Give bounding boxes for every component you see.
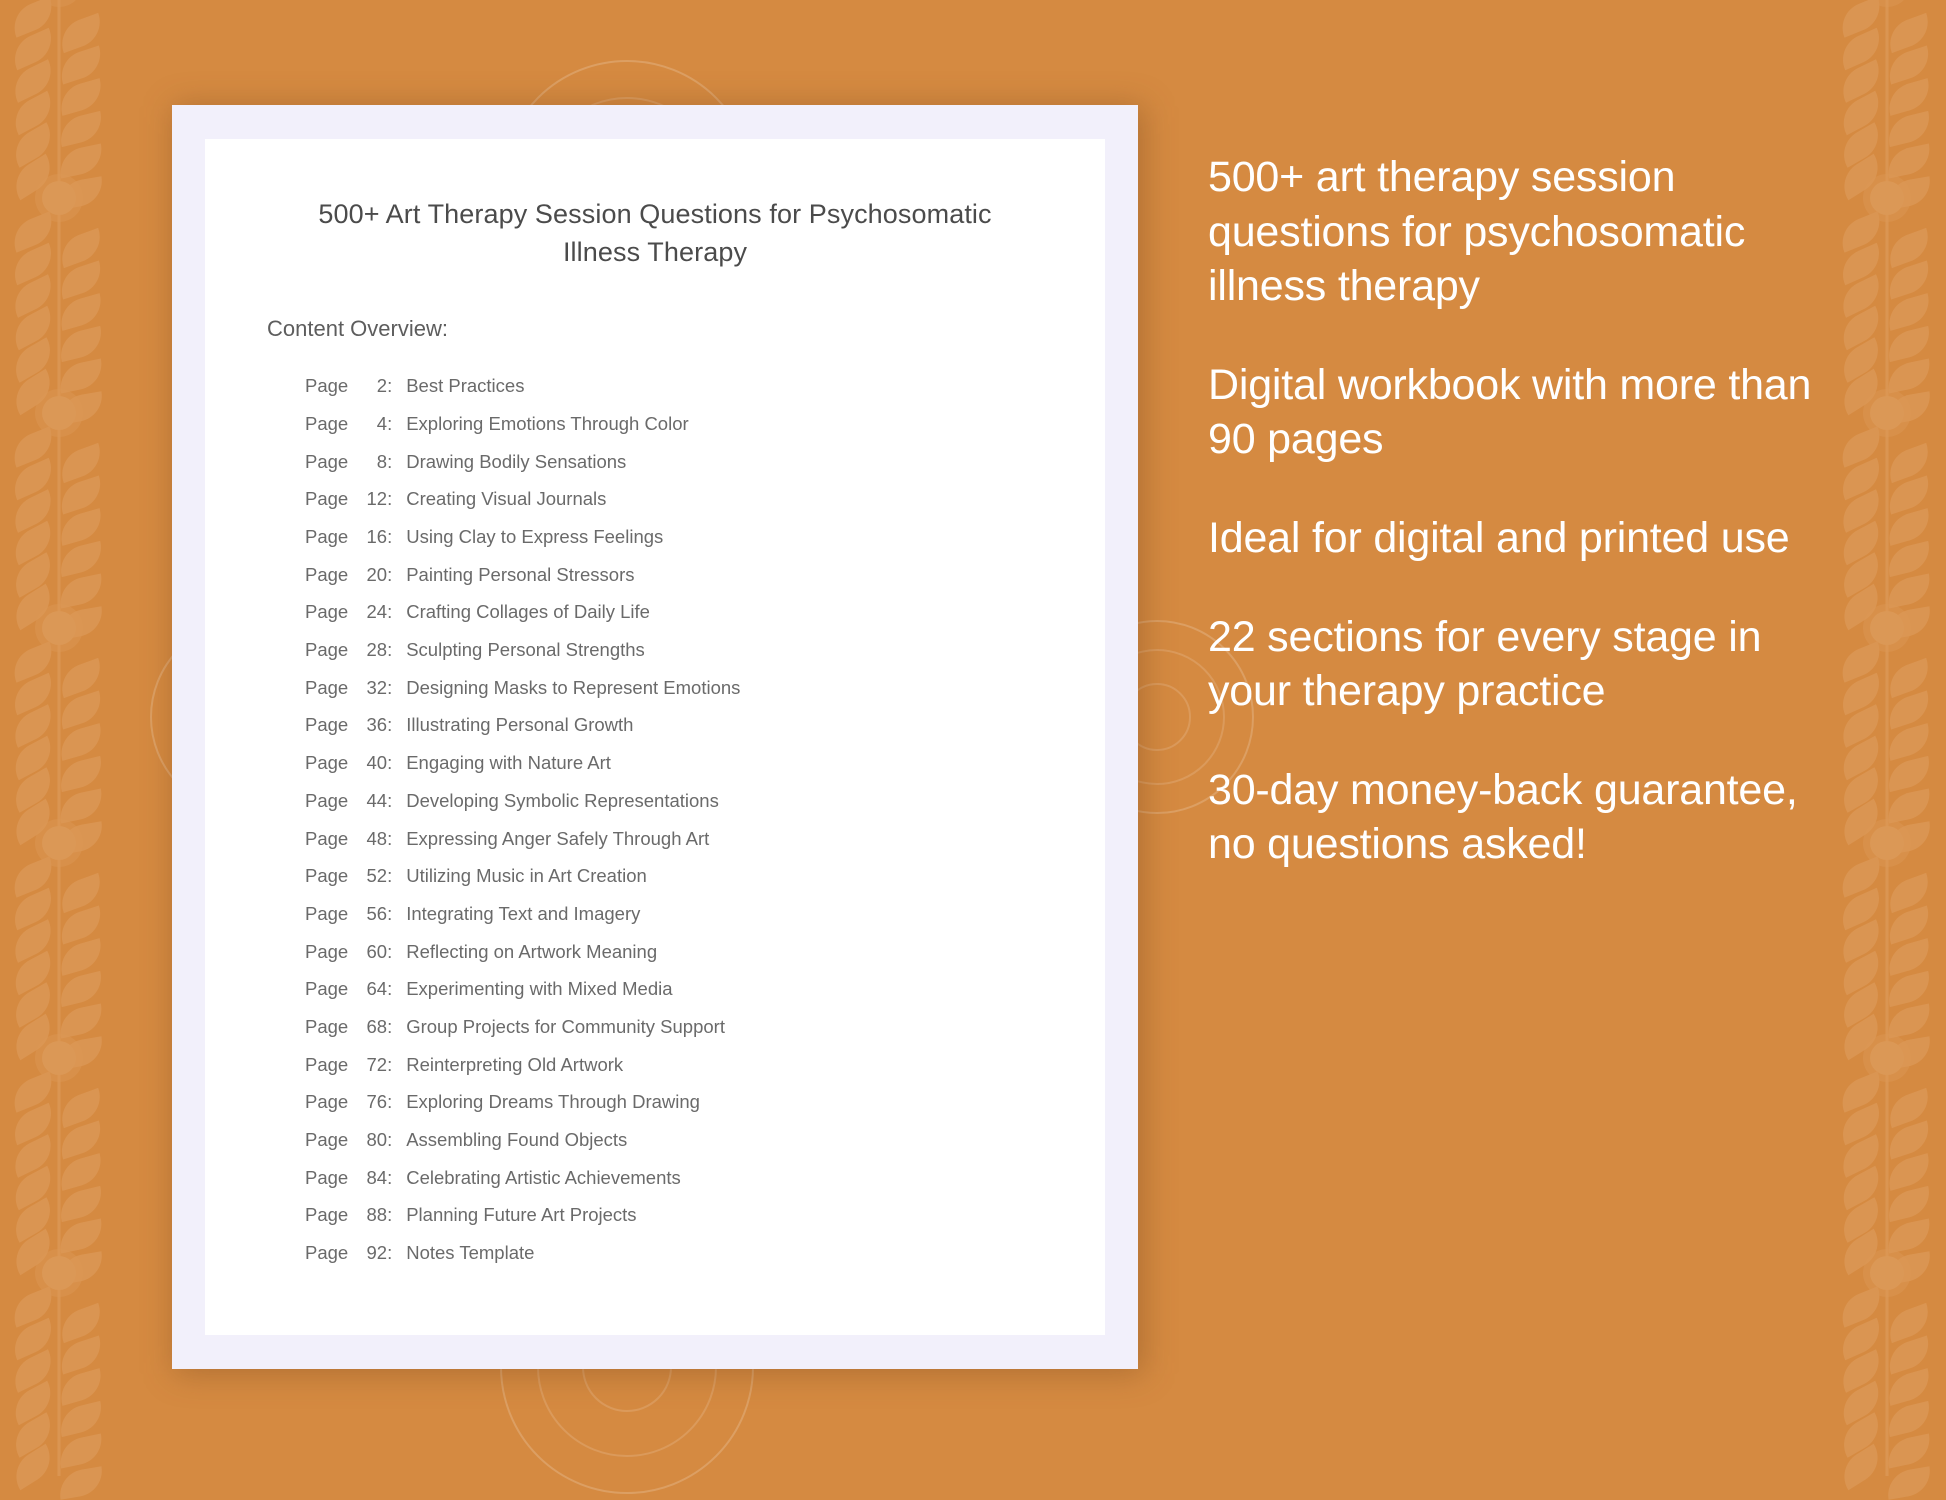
- toc-section-label: Expressing Anger Safely Through Art: [406, 827, 710, 849]
- right-floral-border: [1826, 0, 1946, 1460]
- floral-sprig-icon: [4, 615, 114, 845]
- toc-row: [305, 631, 1043, 669]
- toc-page-number: 64:: [366, 978, 393, 1000]
- toc-page-number: 8:: [376, 450, 393, 472]
- toc-row: [305, 556, 1043, 594]
- toc-row: [305, 368, 1043, 406]
- toc-page-prefix: Page: [305, 1129, 349, 1150]
- toc-page-number: 4:: [376, 412, 393, 434]
- content-overview-label: Content Overview:: [267, 315, 448, 341]
- floral-sprig-icon: [4, 400, 114, 630]
- toc-page-number: 32:: [366, 676, 393, 698]
- marketing-line: 30-day money-back guarantee, no questions asked!: [1208, 765, 1798, 869]
- toc-row: [305, 443, 1043, 481]
- toc-row: [305, 1234, 1043, 1272]
- toc-page-prefix: Page: [305, 1242, 349, 1264]
- toc-section-label: Reinterpreting Old Artwork: [406, 1053, 624, 1075]
- toc-page-prefix: Page: [305, 526, 349, 547]
- marketing-line: Ideal for digital and printed use: [1208, 514, 1790, 563]
- toc-page-prefix: Page: [305, 827, 349, 849]
- toc-row: [305, 594, 1043, 632]
- toc-section-label: Celebrating Artistic Achievements: [406, 1166, 681, 1188]
- toc-page-prefix: Page: [305, 1053, 349, 1075]
- toc-row: [305, 518, 1043, 556]
- toc-page-number: 12:: [366, 488, 393, 510]
- toc-section-label: Exploring Dreams Through Drawing: [406, 1091, 700, 1113]
- toc-row: [305, 707, 1043, 745]
- document-page: [172, 105, 1138, 1369]
- toc-page-number: 60:: [366, 940, 393, 962]
- toc-page-prefix: Page: [305, 1015, 349, 1037]
- toc-page-prefix: Page: [305, 865, 349, 887]
- toc-page-number: 24:: [366, 601, 393, 623]
- toc-page-prefix: Page: [305, 1166, 349, 1188]
- toc-section-label: Group Projects for Community Support: [406, 1015, 725, 1037]
- toc-page-number: 2:: [376, 375, 393, 397]
- marketing-line: 500+ art therapy session questions for psychosomatic illness therapy: [1208, 153, 1746, 311]
- toc-page-prefix: Page: [305, 752, 349, 774]
- toc-section-label: Creating Visual Journals: [406, 488, 607, 510]
- toc-row: [305, 669, 1043, 707]
- floral-sprig-icon: [1832, 830, 1942, 1060]
- toc-section-label: Designing Masks to Represent Emotions: [406, 676, 741, 698]
- toc-row: [305, 895, 1043, 933]
- toc-page-number: 76:: [366, 1091, 393, 1113]
- toc-row: [305, 820, 1043, 858]
- toc-section-label: Engaging with Nature Art: [406, 752, 611, 774]
- toc-section-label: Reflecting on Artwork Meaning: [406, 940, 658, 962]
- table-of-contents: [267, 368, 1043, 1273]
- toc-row: [305, 933, 1043, 971]
- toc-row: [305, 1008, 1043, 1046]
- toc-row: [305, 745, 1043, 783]
- toc-page-number: 44:: [366, 789, 393, 811]
- toc-page-prefix: Page: [305, 978, 349, 1000]
- toc-section-label: Assembling Found Objects: [406, 1129, 628, 1150]
- toc-page-number: 68:: [366, 1015, 393, 1037]
- toc-section-label: Utilizing Music in Art Creation: [406, 865, 647, 887]
- toc-section-label: Planning Future Art Projects: [406, 1204, 637, 1226]
- toc-page-prefix: Page: [305, 676, 349, 698]
- toc-page-number: 40:: [366, 752, 393, 774]
- document-content-area: [205, 139, 1105, 1335]
- marketing-line: 22 sections for every stage in your therapy practice: [1208, 612, 1762, 716]
- toc-section-label: Painting Personal Stressors: [406, 563, 635, 585]
- marketing-copy: [1208, 150, 1818, 872]
- toc-row: [305, 782, 1043, 820]
- toc-page-number: 16:: [366, 526, 393, 547]
- floral-sprig-icon: [1832, 400, 1942, 630]
- toc-page-prefix: Page: [305, 601, 349, 623]
- toc-page-prefix: Page: [305, 375, 349, 397]
- toc-section-label: Notes Template: [406, 1242, 535, 1264]
- toc-section-label: Experimenting with Mixed Media: [406, 978, 673, 1000]
- toc-page-prefix: Page: [305, 450, 349, 472]
- left-floral-border: [0, 0, 120, 1460]
- toc-page-prefix: Page: [305, 902, 349, 924]
- toc-section-label: Developing Symbolic Representations: [406, 789, 719, 811]
- floral-sprig-icon: [4, 830, 114, 1060]
- toc-page-number: 88:: [366, 1204, 393, 1226]
- toc-page-number: 72:: [366, 1053, 393, 1075]
- toc-page-number: 48:: [366, 827, 393, 849]
- toc-row: [305, 481, 1043, 519]
- toc-section-label: Illustrating Personal Growth: [406, 714, 634, 736]
- toc-page-prefix: Page: [305, 563, 349, 585]
- toc-row: [305, 1084, 1043, 1122]
- toc-page-prefix: Page: [305, 940, 349, 962]
- floral-sprig-icon: [4, 0, 114, 200]
- toc-page-number: 36:: [366, 714, 393, 736]
- floral-sprig-icon: [4, 1045, 114, 1275]
- toc-page-prefix: Page: [305, 639, 349, 661]
- toc-section-label: Best Practices: [406, 375, 525, 397]
- toc-page-number: 28:: [366, 639, 393, 661]
- toc-page-prefix: Page: [305, 1091, 349, 1113]
- toc-section-label: Sculpting Personal Strengths: [406, 639, 645, 661]
- floral-sprig-icon: [1832, 185, 1942, 415]
- floral-sprig-icon: [4, 1260, 114, 1490]
- toc-page-number: 80:: [366, 1129, 393, 1150]
- toc-row: [305, 1159, 1043, 1197]
- marketing-line: Digital workbook with more than 90 pages: [1208, 360, 1812, 464]
- page-title: 500+ Art Therapy Session Questions for Psychosomatic Illness Therapy: [318, 199, 992, 268]
- toc-row: [305, 1046, 1043, 1084]
- toc-section-label: Drawing Bodily Sensations: [406, 450, 627, 472]
- toc-row: [305, 1121, 1043, 1159]
- toc-section-label: Exploring Emotions Through Color: [406, 412, 689, 434]
- toc-page-number: 56:: [366, 902, 393, 924]
- toc-page-number: 20:: [366, 563, 393, 585]
- toc-page-prefix: Page: [305, 488, 349, 510]
- toc-page-prefix: Page: [305, 789, 349, 811]
- floral-sprig-icon: [1832, 1260, 1942, 1490]
- floral-sprig-icon: [1832, 1045, 1942, 1275]
- floral-sprig-icon: [1832, 0, 1942, 200]
- toc-page-prefix: Page: [305, 714, 349, 736]
- toc-page-number: 84:: [366, 1166, 393, 1188]
- toc-page-prefix: Page: [305, 412, 349, 434]
- toc-section-label: Crafting Collages of Daily Life: [406, 601, 650, 623]
- toc-page-prefix: Page: [305, 1204, 349, 1226]
- toc-section-label: Using Clay to Express Feelings: [406, 526, 664, 547]
- toc-row: [305, 1197, 1043, 1235]
- floral-sprig-icon: [4, 185, 114, 415]
- toc-page-number: 52:: [366, 865, 393, 887]
- floral-sprig-icon: [1832, 615, 1942, 845]
- toc-row: [305, 405, 1043, 443]
- toc-section-label: Integrating Text and Imagery: [406, 902, 641, 924]
- toc-page-number: 92:: [366, 1242, 393, 1264]
- toc-row: [305, 971, 1043, 1009]
- toc-row: [305, 858, 1043, 896]
